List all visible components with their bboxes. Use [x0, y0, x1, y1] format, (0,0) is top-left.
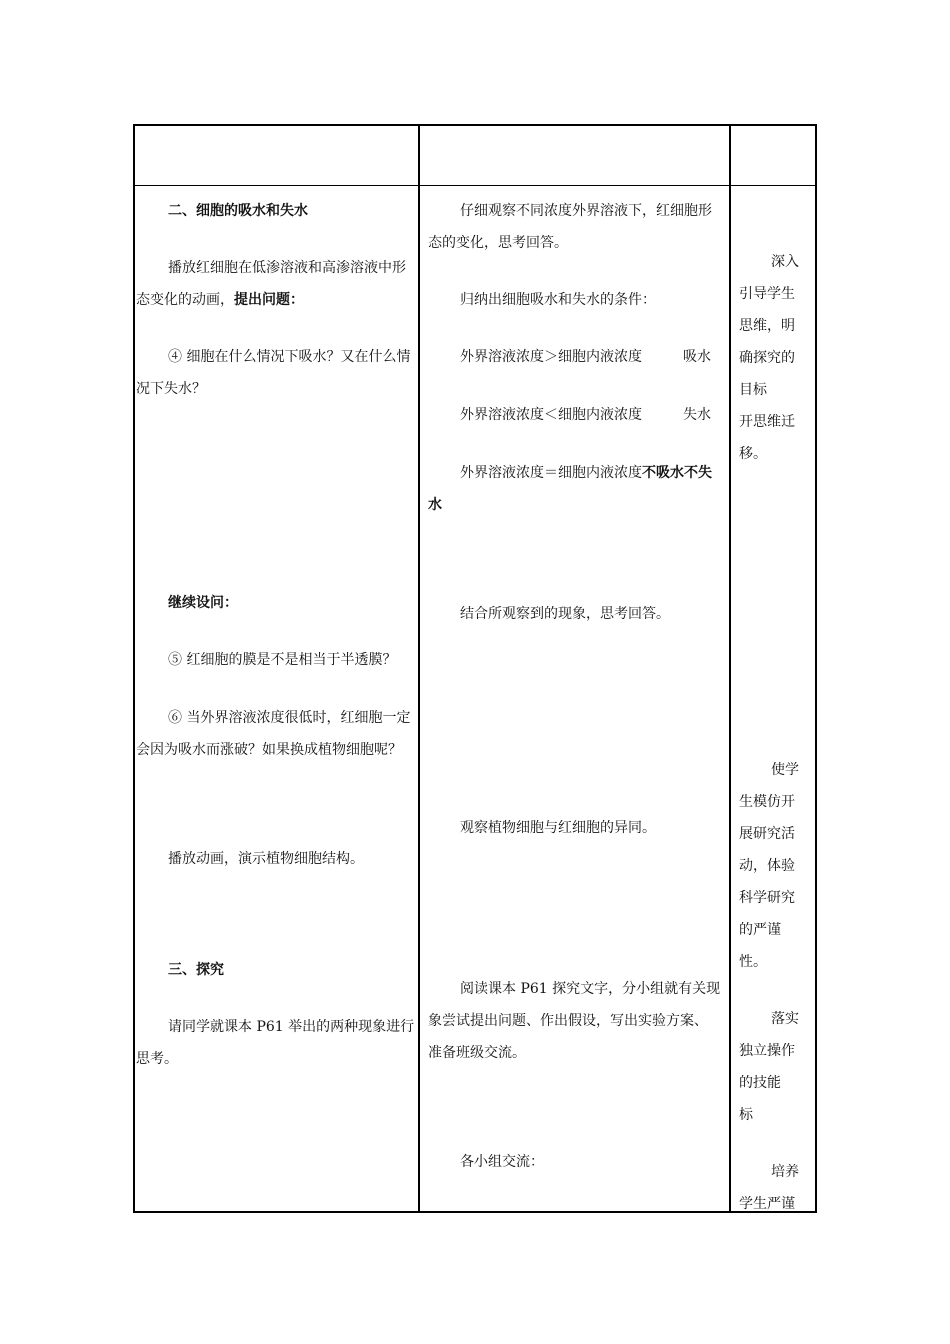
condition-3-result: 水 — [428, 497, 442, 513]
activity-text: 阅读课本 P61 探究文字，分小组就有关现 — [460, 981, 721, 997]
question-4: ④ 细胞在什么情况下吸水？又在什么情 — [168, 349, 411, 365]
purpose-text: 的严谨 — [739, 922, 781, 938]
purpose-text: 培养 — [771, 1164, 799, 1180]
ask-question-label: 提出问题： — [234, 292, 304, 308]
condition-1-result: 吸水 — [683, 349, 711, 365]
activity-text: 各小组交流： — [460, 1154, 544, 1170]
follow-up-label: 继续设问： — [168, 595, 238, 611]
question-6: ⑥ 当外界溶液浓度很低时，红细胞一定 — [168, 710, 411, 726]
purpose-text: 深入 — [771, 254, 799, 270]
purpose-text: 动，体验 — [739, 858, 795, 874]
purpose-text: 落实 — [771, 1011, 799, 1027]
purpose-text: 学生严谨 — [739, 1196, 795, 1212]
question-5: ⑤ 红细胞的膜是不是相当于半透膜？ — [168, 652, 397, 668]
column-divider — [418, 126, 420, 1211]
condition-3: 外界溶液浓度＝细胞内液浓度不吸水不失 — [460, 465, 712, 481]
purpose-text: 科学研究 — [739, 890, 795, 906]
purpose-text: 使学 — [771, 762, 799, 778]
purpose-text: 独立操作 — [739, 1043, 795, 1059]
condition-2: 外界溶液浓度＜细胞内液浓度 — [460, 407, 642, 423]
activity-text: 态的变化，思考回答。 — [428, 235, 568, 251]
activity-text: 准备班级交流。 — [428, 1045, 526, 1061]
activity-text: 仔细观察不同浓度外界溶液下，红细胞形 — [460, 203, 712, 219]
question-6: 会因为吸水而涨破？如果换成植物细胞呢？ — [136, 742, 402, 758]
section-heading-2: 二、细胞的吸水和失水 — [168, 203, 308, 219]
condition-2-result: 失水 — [683, 407, 711, 423]
activity-text: 观察植物细胞与红细胞的异同。 — [460, 820, 656, 836]
paragraph-text: 请同学就课本 P61 举出的两种现象进行 — [168, 1019, 415, 1035]
purpose-text: 移。 — [739, 446, 767, 462]
purpose-text: 性。 — [739, 954, 767, 970]
paragraph-text: 态变化的动画，提出问题： — [136, 292, 304, 308]
paragraph-text: 播放红细胞在低渗溶液和高渗溶液中形 — [168, 260, 406, 276]
activity-text: 结合所观察到的现象，思考回答。 — [460, 606, 670, 622]
condition-1: 外界溶液浓度＞细胞内液浓度 — [460, 349, 642, 365]
section-heading-3: 三、探究 — [168, 962, 224, 978]
condition-3-result: 不吸水不失 — [642, 465, 712, 481]
activity-text: 归纳出细胞吸水和失水的条件： — [460, 292, 656, 308]
purpose-text: 生模仿开 — [739, 794, 795, 810]
purpose-text: 思维，明 — [739, 318, 795, 334]
purpose-text: 的技能 — [739, 1075, 781, 1091]
question-4: 况下失水？ — [136, 381, 206, 397]
purpose-text: 开思维迁 — [739, 414, 795, 430]
purpose-text: 目标 — [739, 382, 767, 398]
purpose-text: 展研究活 — [739, 826, 795, 842]
activity-text: 象尝试提出问题、作出假设，写出实验方案、 — [428, 1013, 708, 1029]
column-divider — [729, 126, 731, 1211]
purpose-text: 引导学生 — [739, 286, 795, 302]
header-row-divider — [135, 185, 815, 186]
purpose-text: 确探究的 — [739, 350, 795, 366]
paragraph-text: 播放动画，演示植物细胞结构。 — [168, 851, 364, 867]
paragraph-text: 思考。 — [136, 1051, 178, 1067]
purpose-text: 标 — [739, 1107, 753, 1123]
